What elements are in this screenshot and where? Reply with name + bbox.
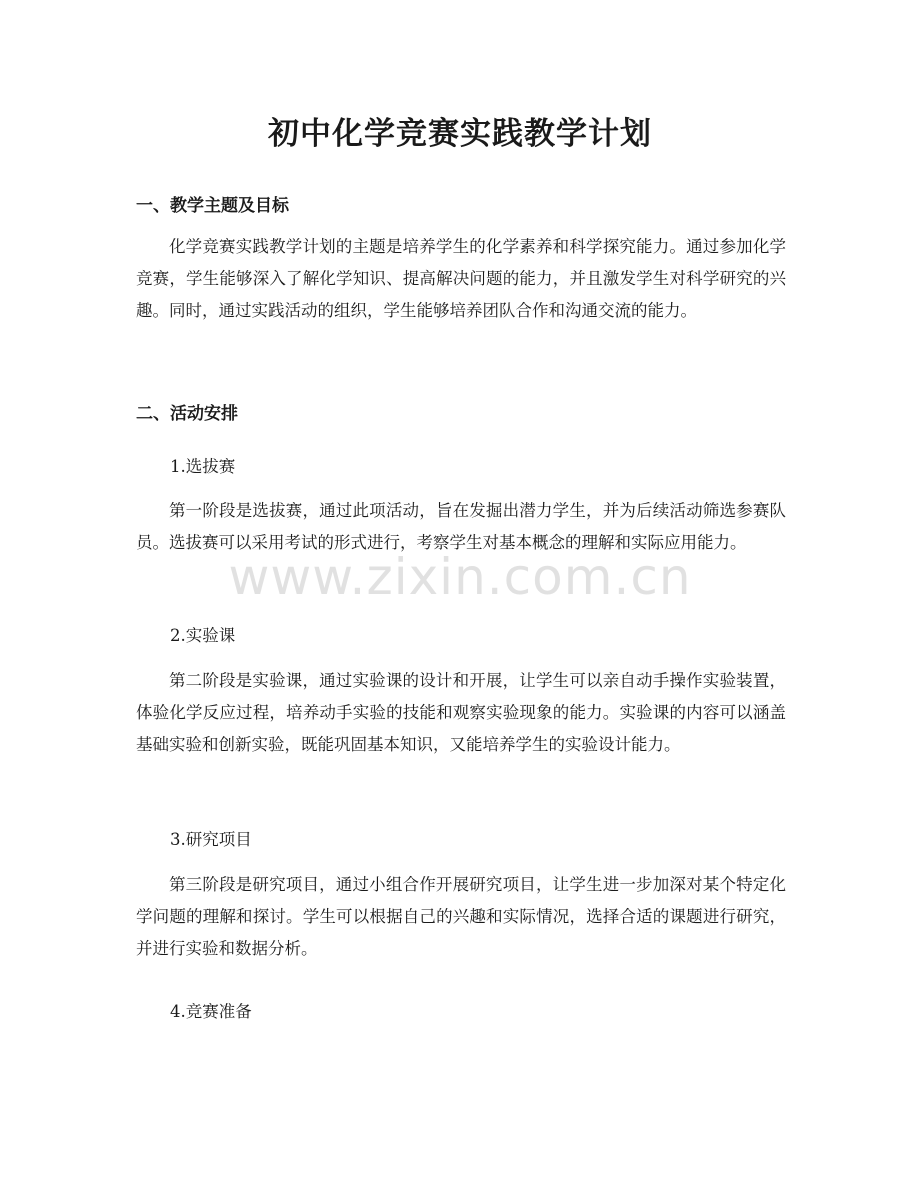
subheading-competition-prep: 4.竞赛准备 bbox=[170, 1002, 252, 1021]
document-title: 初中化学竞赛实践教学计划 bbox=[268, 116, 652, 152]
section-heading-activities: 二、活动安排 bbox=[136, 404, 238, 424]
paragraph-research: 第三阶段是研究项目，通过小组合作开展研究项目，让学生进一步加深对某个特定化学问题的理解和探讨。学生可以根据自己的兴趣和实际情况，选择合适的课题进行研究，并进行实验和数据分析。 bbox=[136, 875, 786, 958]
watermark: www.zixin.com.cn bbox=[228, 548, 692, 606]
paragraph-selection: 第一阶段是选拔赛，通过此项活动，旨在发掘出潜力学生，并为后续活动筛选参赛队员。选拔赛可以采用考试的形式进行，考察学生对基本概念的理解和实际应用能力。 bbox=[136, 501, 786, 552]
subheading-lab: 2.实验课 bbox=[170, 626, 236, 645]
paragraph-goals: 化学竞赛实践教学计划的主题是培养学生的化学素养和科学探究能力。通过参加化学竞赛，学生能够深入了解化学知识、提高解决问题的能力，并且激发学生对科学研究的兴趣。同时，通过实践活动的组织，学生能够培养团队合作和沟通交流的能力。 bbox=[136, 237, 786, 320]
paragraph-lab: 第二阶段是实验课，通过实验课的设计和开展，让学生可以亲自动手操作实验装置，体验化学反应过程，培养动手实验的技能和观察实验现象的能力。实验课的内容可以涵盖基础实验和创新实验，既能巩固基本知识，又能培养学生的实验设计能力。 bbox=[136, 671, 786, 754]
subheading-research: 3.研究项目 bbox=[170, 830, 252, 849]
section-heading-goals: 一、教学主题及目标 bbox=[136, 196, 289, 216]
subheading-selection: 1.选拔赛 bbox=[170, 457, 236, 476]
